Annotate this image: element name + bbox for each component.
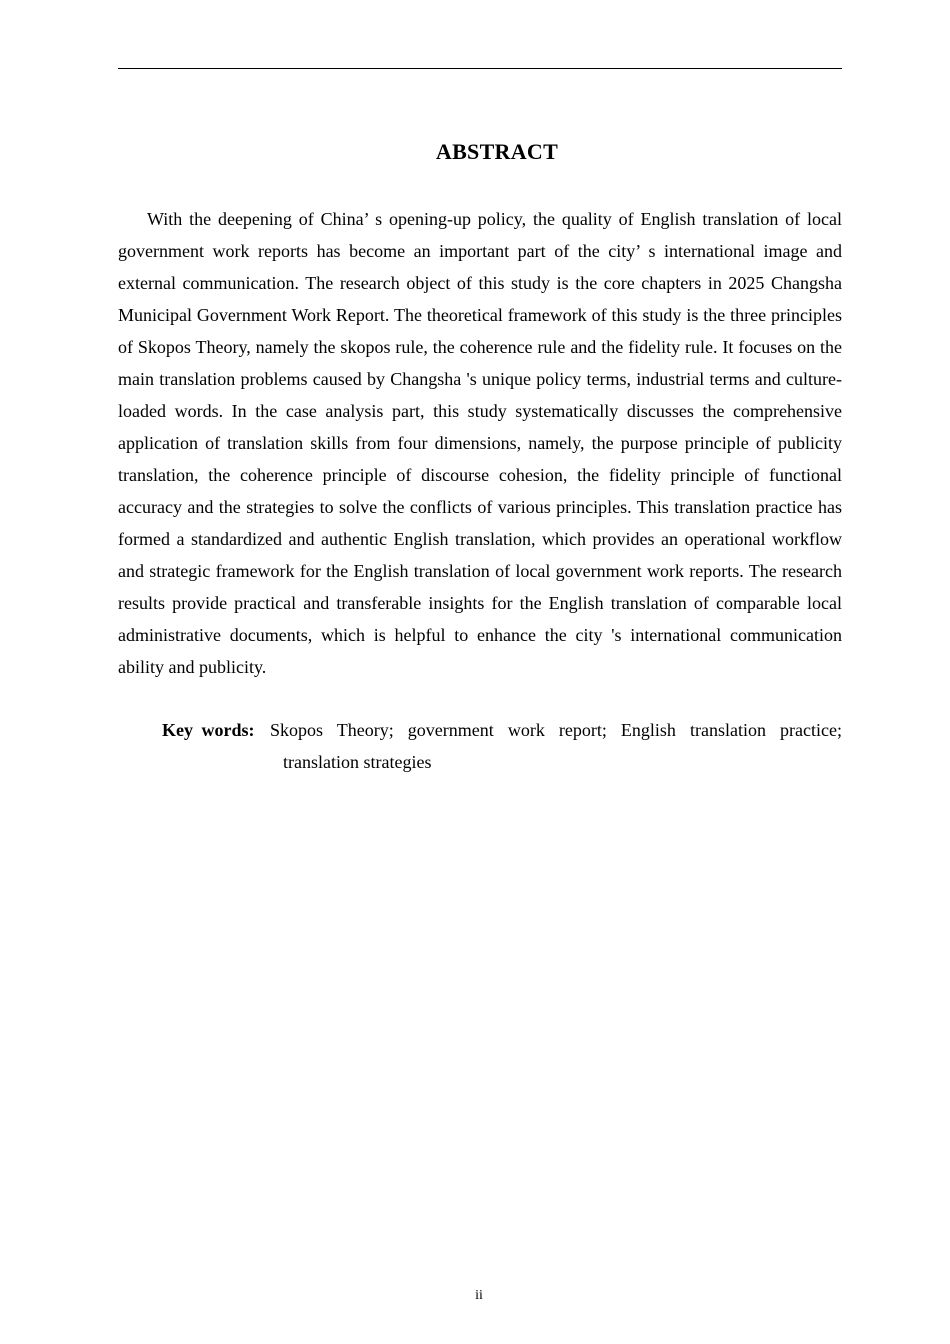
keywords-label: Key words:: [162, 720, 255, 740]
page-number: ii: [475, 1288, 483, 1303]
keywords-section: [162, 714, 842, 778]
keywords-row: [162, 714, 842, 778]
keywords-line-2: translation strategies: [283, 752, 432, 772]
abstract-paragraph: With the deepening of China’ s opening-up policy, the quality of English translation of local government work reports has become an important part of the city’ s international image and external communication. The research object of this study is the core chapters in 2025 Changsha Municipal Government Work Report. The theoretical framework of this study is the three principles of Skopos Theory, namely the skopos rule, the coherence rule and the fidelity rule. It focuses on the main translation problems caused by Changsha 's unique policy terms, industrial terms and culture-loaded words. In the case analysis part, this study systematically discusses the comprehensive application of translation skills from four dimensions, namely, the purpose principle of publicity translation, the coherence principle of discourse cohesion, the fidelity principle of functional accuracy and the strategies to solve the conflicts of various principles. This translation practice has formed a standardized and authentic English translation, which provides an operational workflow and strategic framework for the English translation of local government work reports. The research results provide practical and transferable insights for the English translation of comparable local administrative documents, which is helpful to enhance the city 's international communication ability and publicity.: [118, 209, 842, 677]
keywords-list: [270, 714, 842, 778]
header-rule: [118, 68, 842, 69]
page-title: ABSTRACT: [435, 139, 559, 164]
keywords-line-1: Skopos Theory; government work report; English translation practice;: [270, 720, 842, 740]
